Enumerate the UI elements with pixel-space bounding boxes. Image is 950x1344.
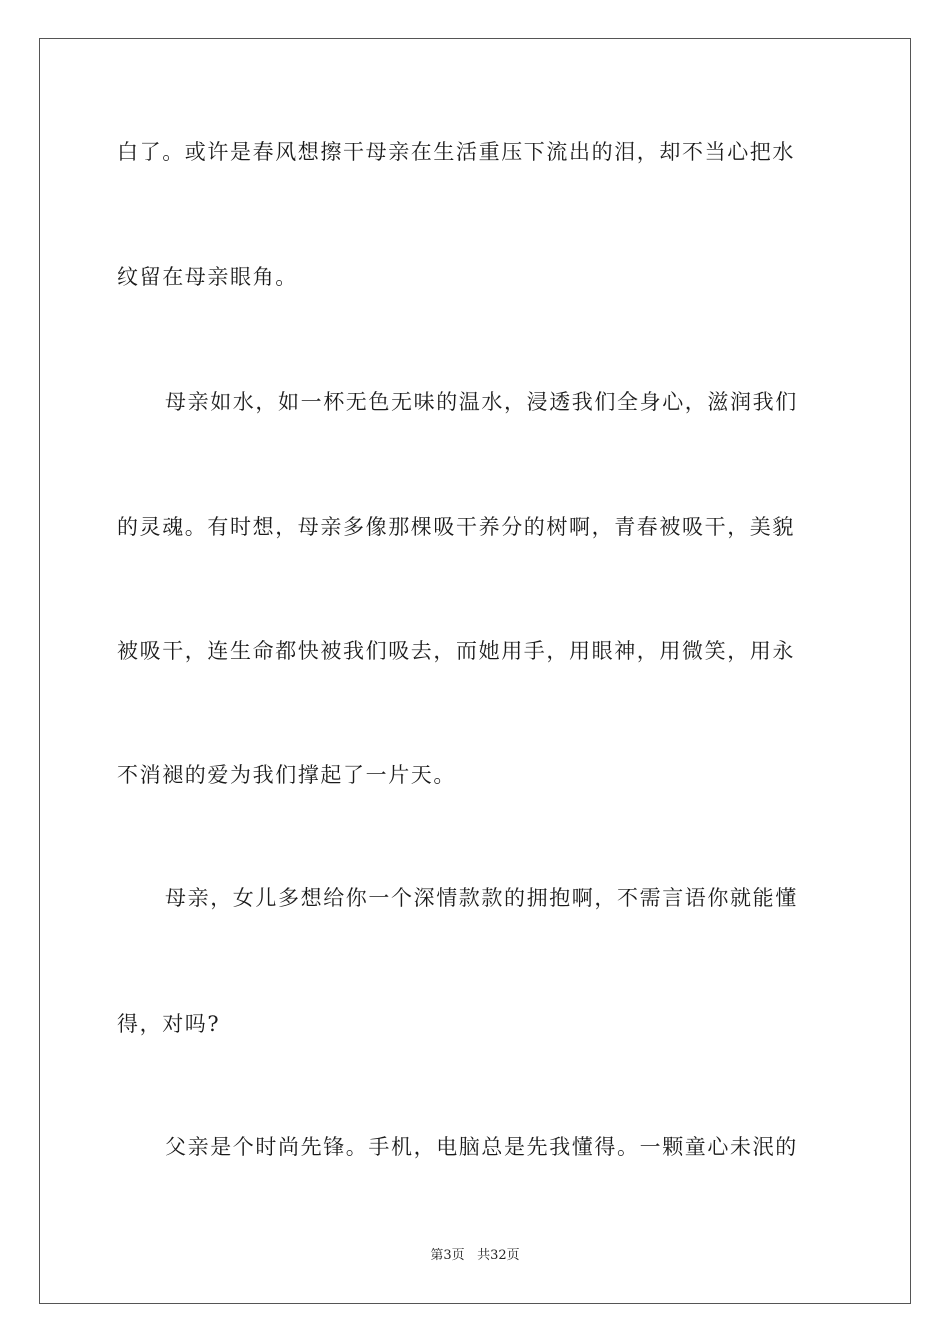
paragraph-first-line: 母亲如水，如一杯无色无味的温水，浸透我们全身心，滋润我们 [165,390,798,414]
text-line: 被吸干，连生命都快被我们吸去，而她用手，用眼神，用微笑，用永 [117,639,795,663]
page-number: 第3页 [430,1248,465,1263]
text-line: 不消褪的爱为我们撑起了一片天。 [117,763,456,787]
page-footer [0,1247,950,1265]
paragraph-first-line: 母亲，女儿多想给你一个深情款款的拥抱啊，不需言语你就能懂 [165,886,798,910]
text-line: 纹留在母亲眼角。 [117,265,298,289]
text-line: 得，对吗? [117,1012,221,1036]
text-line: 的灵魂。有时想，母亲多像那棵吸干养分的树啊，青春被吸干，美貌 [117,515,795,539]
page-total: 共32页 [477,1248,520,1263]
text-line: 白了。或许是春风想擦干母亲在生活重压下流出的泪，却不当心把水 [117,140,795,164]
paragraph-first-line: 父亲是个时尚先锋。手机，电脑总是先我懂得。一颗童心未泯的 [165,1135,798,1159]
page-border [39,38,911,1304]
